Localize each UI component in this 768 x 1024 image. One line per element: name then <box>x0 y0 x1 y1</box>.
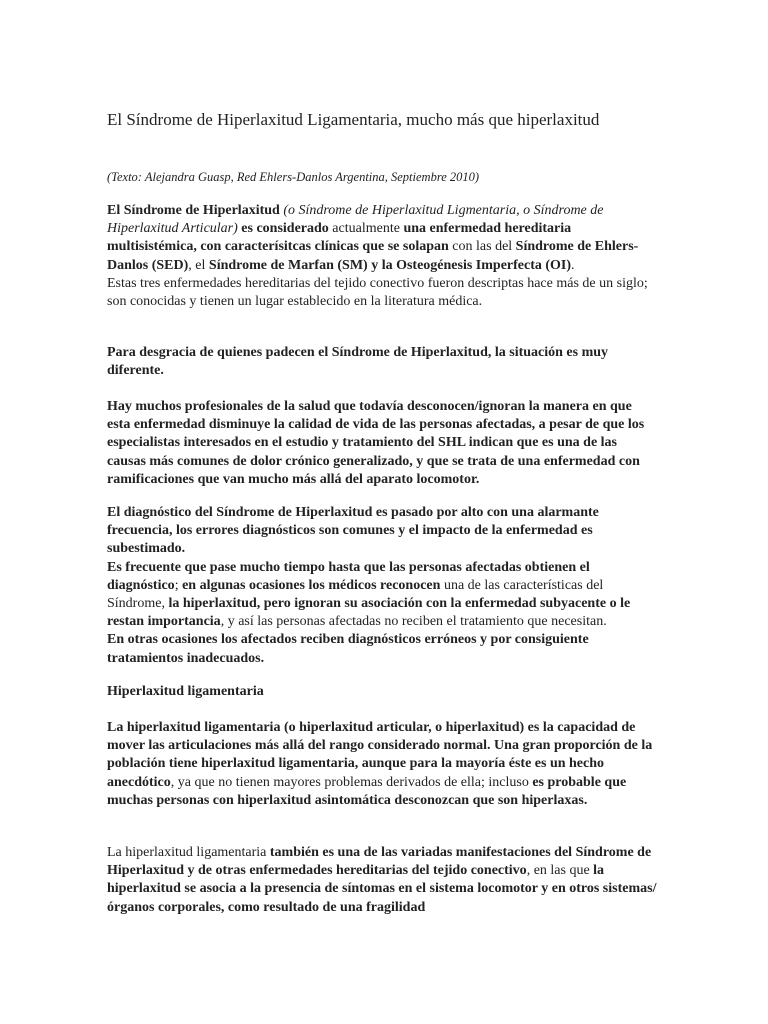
document-title: El Síndrome de Hiperlaxitud Ligamentaria, mucho más que hiperlaxitud <box>107 110 600 129</box>
text-bold: en algunas ocasiones los médicos reconocen <box>182 577 441 593</box>
paragraph-manifestations <box>107 844 657 917</box>
text-bold: Síndrome de Ehlers-Danlos (SED) <box>107 239 639 273</box>
text-light: actualmente <box>328 221 404 237</box>
text-light: , en las que <box>526 863 594 879</box>
text-bold: El Síndrome de Hiperlaxitud <box>107 203 280 218</box>
text-bold: una enfermedad hereditaria multisistémica, con caracterísitcas clínicas que se solapan <box>107 221 572 255</box>
text-bold: la hiperlaxitud se asocia a la presencia de síntomas en el sistema locomotor y en otros sistemas/órganos corporales, como resultado de una fragilidad <box>107 863 657 915</box>
paragraph-situation: Para desgracia de quienes padecen el Síndrome de Hiperlaxitud, la situación es muy diferente. <box>107 345 609 379</box>
section-heading: Hiperlaxitud ligamentaria <box>107 684 264 699</box>
text-light: , ya que no tienen mayores problemas derivados de ella; incluso <box>170 774 533 790</box>
text-bold: la hiperlaxitud, pero ignoran su asociación con la enfermedad subyacente o le restan importancia <box>107 596 631 630</box>
paragraph-hyperlaxity <box>107 719 657 810</box>
text-italic: (o Síndrome de Hiperlaxitud Ligmentaria, o Síndrome de Hiperlaxitud Articular) <box>107 203 604 237</box>
text-bold: es considerado <box>241 221 329 237</box>
paragraph-professionals: Hay muchos profesionales de la salud que todavía desconocen/ignoran la manera en que esta enfermedad disminuye la calidad de vida de las personas afectadas, a pesar de que los especialistas interesados en el estudio y tratamiento del SHL indican que es una de las causas más comunes de dolor crónico generalizado, y que se trata de una enfermedad con ramificaciones que van mucho más allá del aparato locomotor. <box>107 399 645 487</box>
byline: (Texto: Alejandra Guasp, Red Ehlers-Danlos Argentina, Septiembre 2010) <box>107 170 480 184</box>
text-light: , el <box>188 257 209 273</box>
text-light: una de las características del Síndrome, <box>107 577 604 612</box>
text-light: . <box>571 257 575 273</box>
text-bold: Es frecuente que pase mucho tiempo hasta que las personas afectadas obtienen el diagnóstico <box>107 559 590 593</box>
text-bold: también es una de las variadas manifestaciones del Síndrome de Hiperlaxitud y de otras enfermedades hereditarias del tejido conectivo <box>107 845 652 879</box>
text-light: La hiperlaxitud ligamentaria <box>107 845 270 860</box>
text-bold: En otras ocasiones los afectados reciben diagnósticos erróneos y por consiguiente tratamientos inadecuados. <box>107 632 589 666</box>
text-bold: El diagnóstico del Síndrome de Hiperlaxitud es pasado por alto con una alarmante frecuencia, los errores diagnósticos son comunes y el impacto de la enfermedad es subestimado. <box>107 505 599 557</box>
text-bold: es probable que muchas personas con hiperlaxitud asintomática desconozcan que son hiperlaxas. <box>107 774 627 808</box>
text-bold: Síndrome de Marfan (SM) y la Osteogénesis Imperfecta (OI) <box>208 257 572 273</box>
text-light: , y así las personas afectadas no reciben el tratamiento que necesitan. <box>220 614 607 630</box>
paragraph-intro <box>107 202 657 311</box>
text-light: con las del <box>448 239 516 255</box>
text-light: ; <box>174 577 183 593</box>
paragraph-diagnosis <box>107 504 657 668</box>
text-bold: La hiperlaxitud ligamentaria (o hiperlaxitud articular, o hiperlaxitud) es la capacidad de mover las articulaciones más allá del rango considerado normal. Una gran proporción de la población tiene hiperlaxitud ligamentaria, aunque para la mayoría éste es un hecho anecdótico <box>107 720 653 790</box>
text-light: Estas tres enfermedades hereditarias del tejido conectivo fueron descriptas hace más de un siglo; son conocidas y tienen un lugar establecido en la literatura médica. <box>107 275 648 310</box>
